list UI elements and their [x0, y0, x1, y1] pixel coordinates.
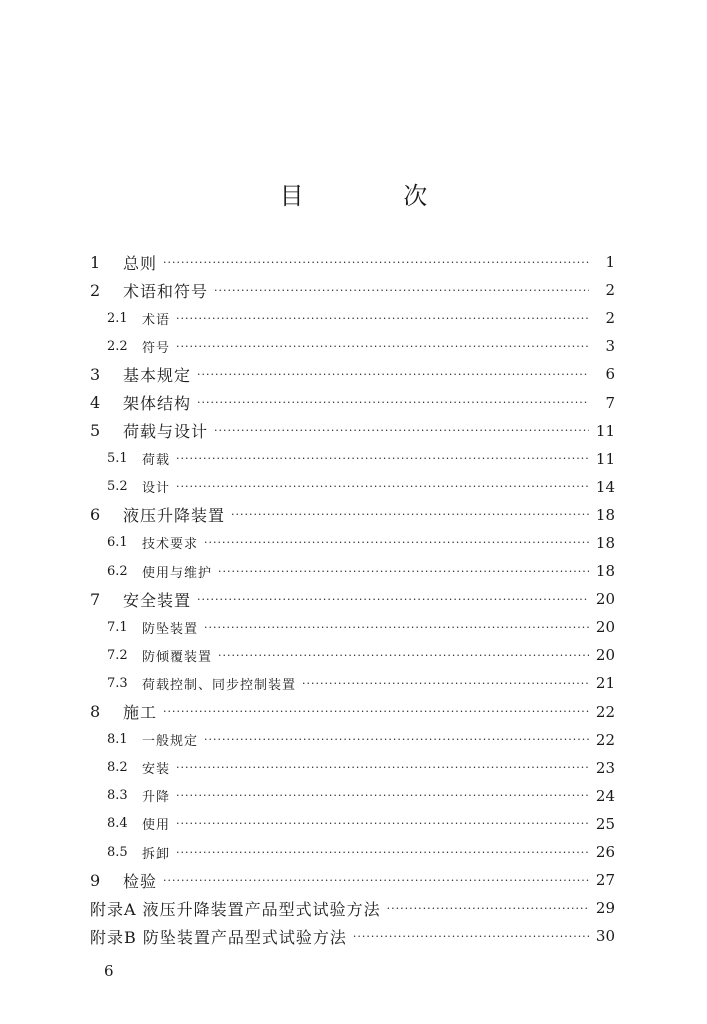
- toc-entry-page: 21: [595, 674, 615, 693]
- toc-entry-number: 7.1: [107, 619, 128, 635]
- dot-leader: [302, 678, 589, 689]
- toc-entry-label: 液压升降装置: [123, 506, 226, 526]
- toc-entry-number: 5: [90, 421, 101, 441]
- dot-leader: [214, 425, 589, 436]
- toc-entry-label: 附录A 液压升降装置产品型式试验方法: [90, 899, 381, 919]
- toc-entry-page: 18: [595, 505, 615, 524]
- toc-entry-label: 荷载与设计: [123, 422, 209, 442]
- toc-entry[interactable]: [90, 248, 615, 276]
- toc-entry-number: 8.1: [107, 732, 128, 748]
- toc-entry-page: 30: [595, 927, 615, 946]
- dot-leader: [204, 622, 589, 633]
- toc-entry-number: 8.3: [107, 788, 128, 804]
- toc-entry-number: 2: [90, 280, 101, 300]
- toc-entry-label: 技术要求: [142, 537, 199, 553]
- dot-leader: [176, 847, 589, 858]
- toc-entry-number: 3: [90, 364, 101, 384]
- toc-entry-number: 8.5: [107, 844, 128, 860]
- dot-leader: [387, 903, 589, 914]
- toc-entry-number: 7: [90, 589, 101, 609]
- dot-leader: [218, 566, 589, 577]
- toc-entry-page: 2: [605, 309, 615, 328]
- toc-subentry[interactable]: [90, 669, 615, 697]
- dot-leader: [176, 818, 589, 829]
- toc-subentry[interactable]: [90, 613, 615, 641]
- toc-entry-page: 3: [605, 337, 615, 356]
- toc-subentry[interactable]: [90, 838, 615, 866]
- toc-entry-page: 20: [595, 646, 615, 665]
- dot-leader: [197, 397, 589, 408]
- toc-entry-number: 5.2: [107, 479, 128, 495]
- toc-entry-page: 11: [595, 449, 615, 468]
- dot-leader: [176, 790, 589, 801]
- dot-leader: [176, 313, 589, 324]
- toc-entry-page: 22: [595, 730, 615, 749]
- dot-leader: [197, 594, 589, 605]
- toc-entry-label: 荷载控制、同步控制装置: [142, 677, 297, 693]
- toc-entry-page: 1: [605, 253, 615, 272]
- toc-entry-label: 防倾覆装置: [142, 649, 213, 665]
- toc-entry-number: 4: [90, 393, 101, 413]
- toc-entry-number: 8.2: [107, 760, 128, 776]
- dot-leader: [353, 931, 589, 942]
- toc-entry-label: 附录B 防坠装置产品型式试验方法: [90, 927, 347, 947]
- toc-entry-label: 使用与维护: [142, 565, 213, 581]
- toc-entry-label: 术语: [142, 312, 171, 328]
- toc-entry-number: 5.1: [107, 451, 128, 467]
- toc-entry-number: 2.1: [107, 310, 128, 326]
- toc-subentry[interactable]: [90, 529, 615, 557]
- toc-entry-number: 7.2: [107, 647, 128, 663]
- toc-entry-page: 26: [595, 843, 615, 862]
- toc-subentry[interactable]: [90, 641, 615, 669]
- toc-entry-page: 27: [595, 871, 615, 890]
- toc-appendix-entry[interactable]: [90, 922, 615, 950]
- toc-entry[interactable]: [90, 388, 615, 416]
- toc-subentry[interactable]: [90, 445, 615, 473]
- toc-subentry[interactable]: [90, 726, 615, 754]
- toc-entry-number: 9: [90, 870, 101, 890]
- dot-leader: [163, 875, 589, 886]
- dot-leader: [214, 285, 589, 296]
- toc-entry-number: 6.2: [107, 563, 128, 579]
- toc-entry-number: 8: [90, 702, 101, 722]
- toc-entry-number: 1: [90, 252, 101, 272]
- toc-entry-page: 18: [595, 533, 615, 552]
- toc-entry-page: 22: [595, 702, 615, 721]
- toc-entry-number: 7.3: [107, 675, 128, 691]
- dot-leader: [176, 453, 589, 464]
- page-title: 目 次: [279, 182, 474, 210]
- toc-entry-page: 2: [605, 281, 615, 300]
- toc-entry-page: 18: [595, 562, 615, 581]
- toc-subentry[interactable]: [90, 332, 615, 360]
- toc-entry-number: 6.1: [107, 535, 128, 551]
- toc-entry-page: 14: [595, 477, 615, 496]
- toc-entry-label: 一般规定: [142, 734, 199, 750]
- dot-leader: [218, 650, 589, 661]
- toc-subentry[interactable]: [90, 782, 615, 810]
- toc-entry-number: 8.4: [107, 816, 128, 832]
- toc-entry-label: 防坠装置: [142, 621, 199, 637]
- toc-entry[interactable]: [90, 276, 615, 304]
- toc-entry-label: 拆卸: [142, 846, 171, 862]
- toc-entry-number: 6: [90, 505, 101, 525]
- dot-leader: [197, 369, 589, 380]
- toc-entry-page: 23: [595, 758, 615, 777]
- toc-entry-label: 架体结构: [123, 394, 192, 414]
- toc-entry[interactable]: [90, 866, 615, 894]
- dot-leader: [176, 481, 589, 492]
- toc-entry[interactable]: [90, 501, 615, 529]
- toc-entry-label: 安装: [142, 762, 171, 778]
- toc-entry-page: 11: [595, 421, 615, 440]
- toc-subentry[interactable]: [90, 810, 615, 838]
- table-of-contents: [90, 248, 615, 950]
- toc-entry-label: 基本规定: [123, 365, 192, 385]
- toc-subentry[interactable]: [90, 304, 615, 332]
- toc-entry-label: 升降: [142, 790, 171, 806]
- toc-entry-page: 29: [595, 899, 615, 918]
- toc-subentry[interactable]: [90, 754, 615, 782]
- toc-entry[interactable]: [90, 360, 615, 388]
- dot-leader: [163, 706, 589, 717]
- toc-entry-label: 总则: [123, 253, 158, 273]
- toc-entry-number: 2.2: [107, 338, 128, 354]
- toc-entry[interactable]: [90, 698, 615, 726]
- dot-leader: [176, 341, 589, 352]
- toc-entry-label: 设计: [142, 481, 171, 497]
- toc-entry[interactable]: [90, 585, 615, 613]
- dot-leader: [204, 734, 589, 745]
- toc-subentry[interactable]: [90, 557, 615, 585]
- toc-entry-page: 20: [595, 618, 615, 637]
- toc-appendix-entry[interactable]: [90, 894, 615, 922]
- toc-entry-page: 6: [605, 365, 615, 384]
- toc-entry-label: 术语和符号: [123, 281, 209, 301]
- toc-entry-label: 使用: [142, 818, 171, 834]
- toc-entry-label: 荷载: [142, 453, 171, 469]
- dot-leader: [204, 537, 589, 548]
- toc-entry[interactable]: [90, 417, 615, 445]
- toc-entry-page: 7: [605, 393, 615, 412]
- toc-entry-label: 安全装置: [123, 590, 192, 610]
- toc-entry-label: 检验: [123, 871, 158, 891]
- page-number: 6: [104, 962, 114, 980]
- dot-leader: [176, 762, 589, 773]
- toc-entry-page: 25: [595, 814, 615, 833]
- toc-entry-page: 24: [595, 786, 615, 805]
- toc-entry-label: 施工: [123, 703, 158, 723]
- toc-subentry[interactable]: [90, 473, 615, 501]
- toc-entry-label: 符号: [142, 340, 171, 356]
- toc-entry-page: 20: [595, 590, 615, 609]
- dot-leader: [163, 257, 589, 268]
- dot-leader: [231, 509, 589, 520]
